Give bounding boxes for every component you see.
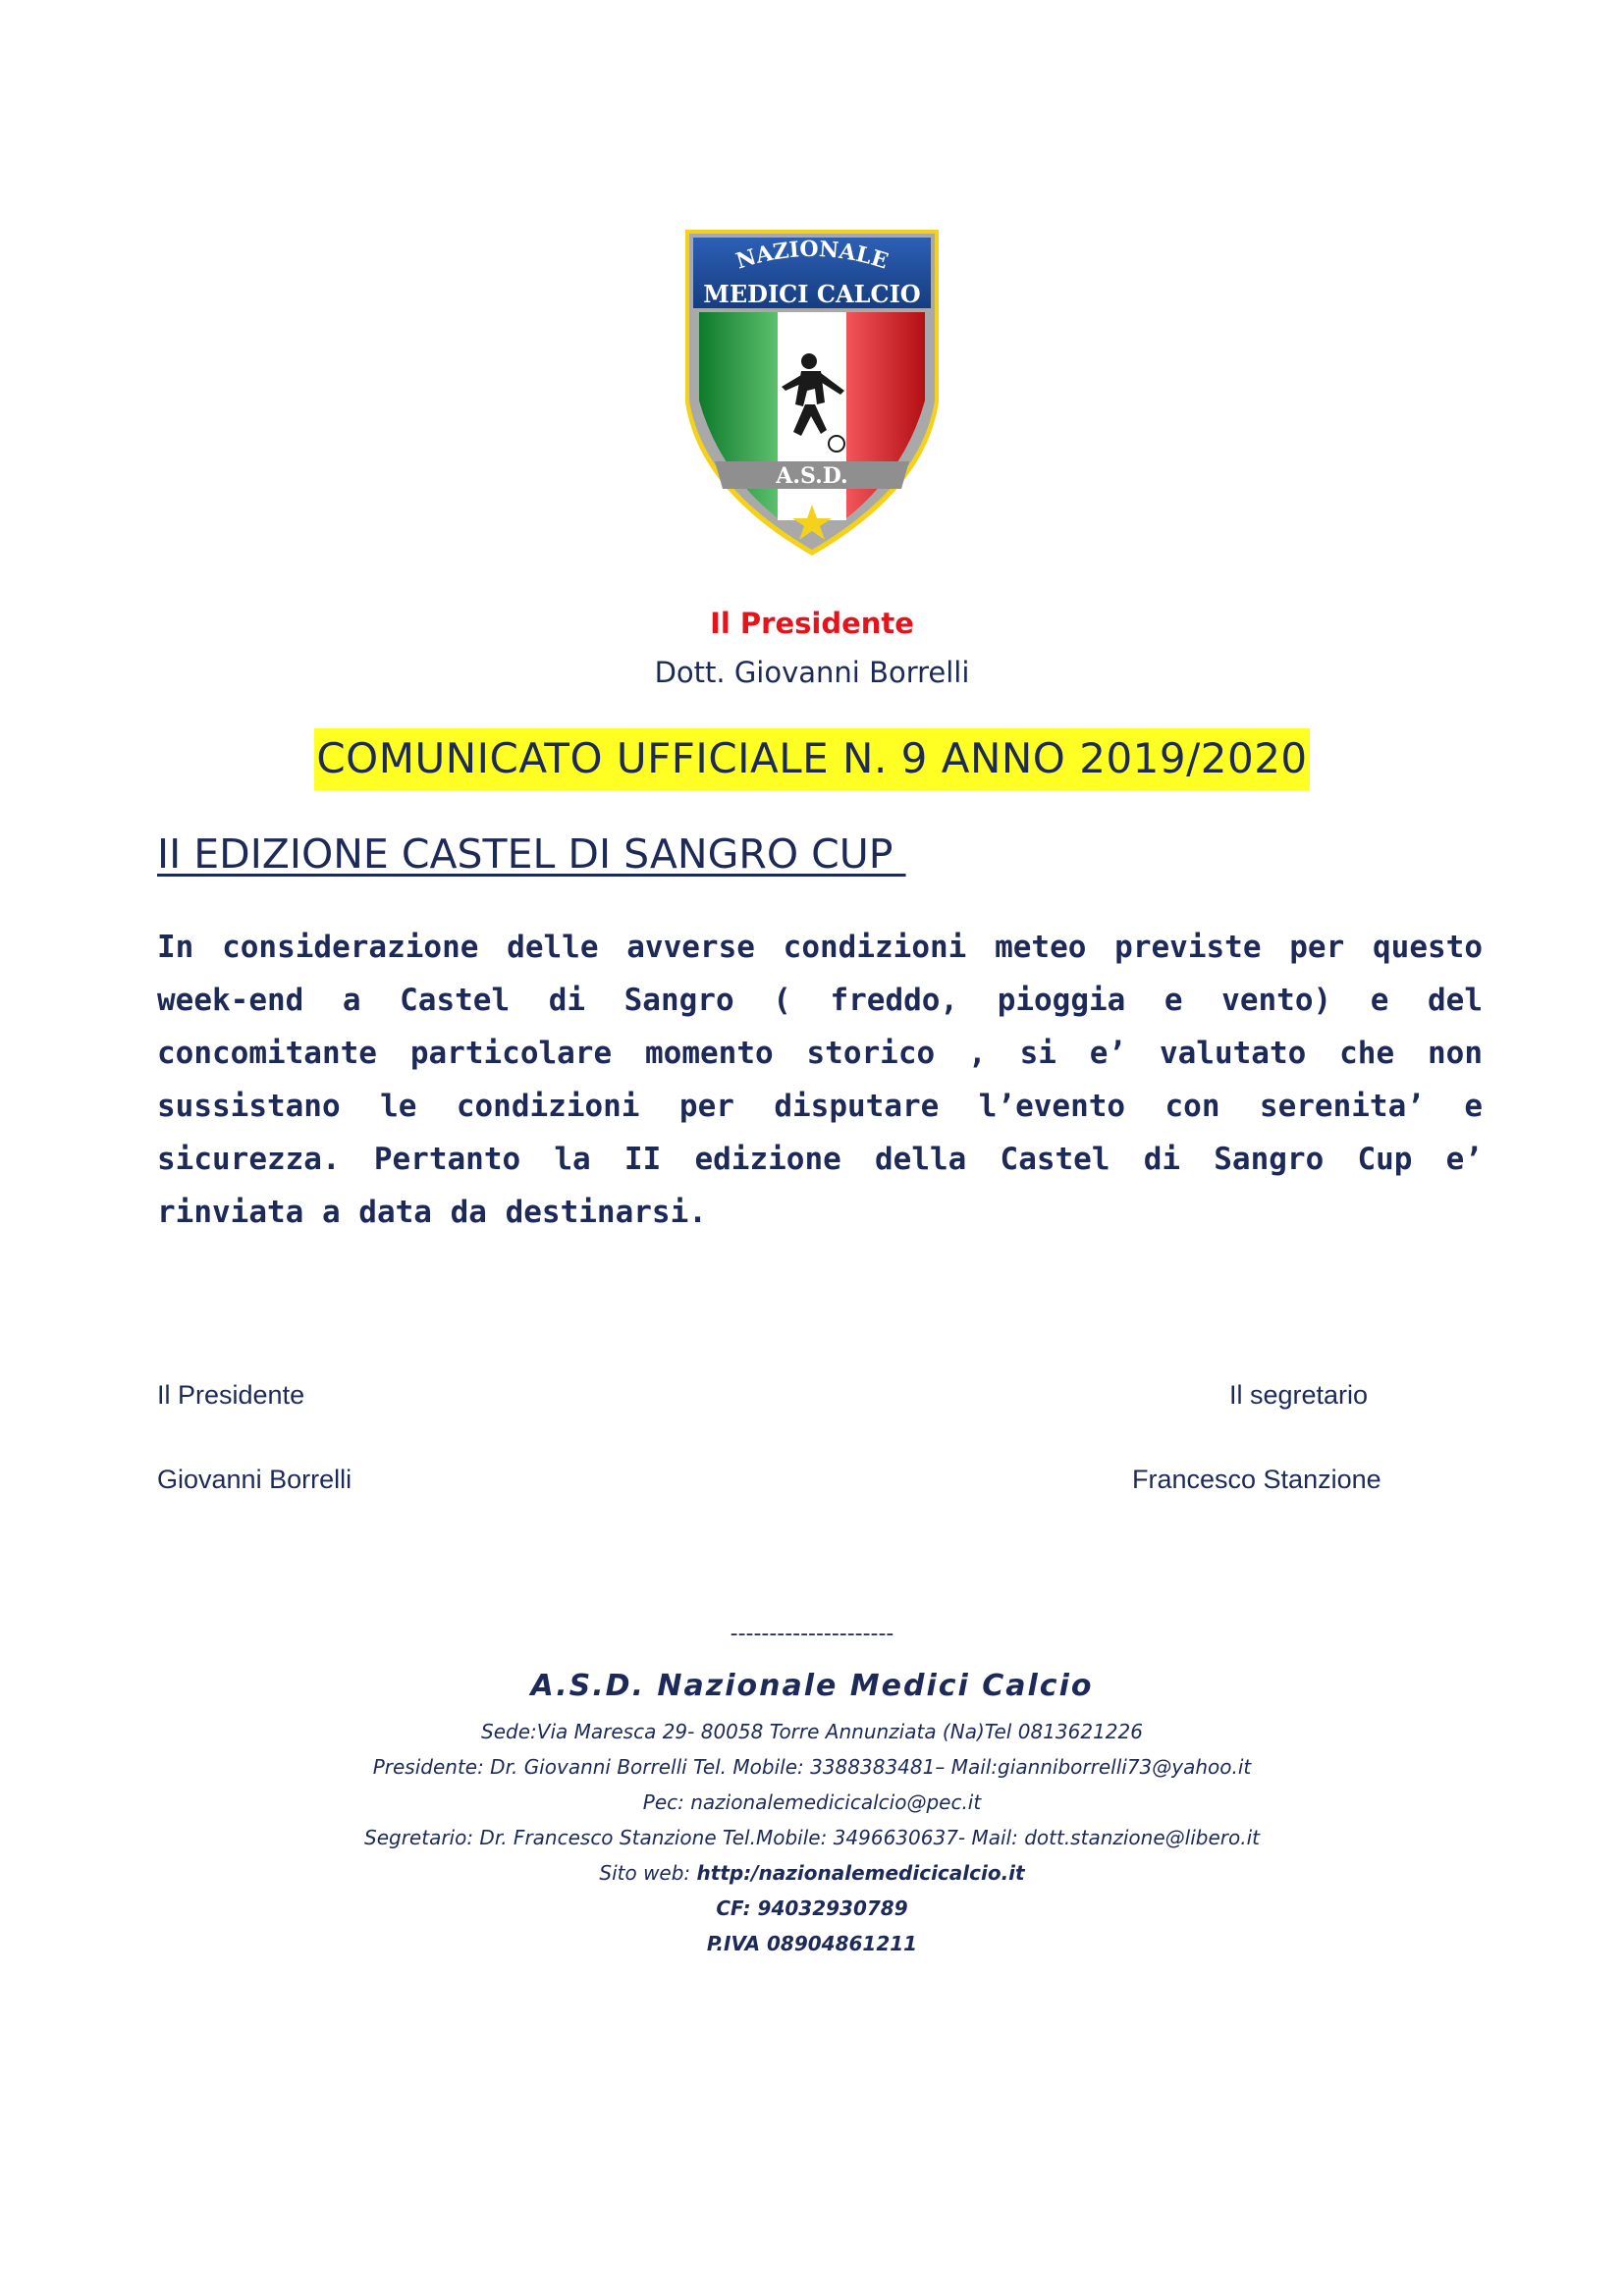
footer-sito <box>0 1861 1624 1885</box>
footer-sede: Sede:Via Maresca 29- 80058 Torre Annunziata (Na)Tel 0813621226 <box>481 1720 1143 1743</box>
signature-secretary-name: Francesco Stanzione <box>1132 1465 1381 1494</box>
logo-asd-text: A.S.D. <box>776 463 848 489</box>
logo-middle-text: MEDICI CALCIO <box>703 280 921 308</box>
footer-segretario: Segretario: Dr. Francesco Stanzione Tel.Mobile: 3496630637- Mail: dott.stanzione@libero.it <box>364 1826 1260 1849</box>
event-title: II EDIZIONE CASTEL DI SANGRO CUP <box>157 830 906 878</box>
signature-president-name: Giovanni Borrelli <box>157 1465 352 1494</box>
footer-divider: --------------------- <box>730 1622 894 1646</box>
footer-piva: P.IVA 08904861211 <box>706 1932 918 1955</box>
comunicato-title: COMUNICATO UFFICIALE N. 9 ANNO 2019/2020 <box>314 728 1309 790</box>
footer-sito-label: Sito web: <box>599 1861 697 1885</box>
body-paragraph: In considerazione delle avverse condizioni meteo previste per questo week-end a Castel di Sangro ( freddo, pioggia e vento) e del concomitante particolare momento storico , si e’ valutato che non sussistano le condizioni per disputare l’evento con serenita’ e sicurezza. Pertanto la II edizione della Castel di Sangro Cup e’ rinviata a data da destinarsi. <box>157 930 1483 1230</box>
footer-cf: CF: 94032930789 <box>716 1896 908 1920</box>
footer-sito-link[interactable]: http:/nazionalemedicicalcio.it <box>696 1861 1025 1885</box>
footer-presidente: Presidente: Dr. Giovanni Borrelli Tel. Mobile: 3388383481– Mail:gianniborrelli73@yahoo.it <box>372 1755 1252 1779</box>
president-name: Dott. Giovanni Borrelli <box>654 656 970 689</box>
president-heading: Il Presidente <box>710 607 914 640</box>
footer-pec: Pec: nazionalemedicicalcio@pec.it <box>642 1790 982 1814</box>
footer-org-name: A.S.D. Nazionale Medici Calcio <box>530 1669 1094 1703</box>
signature-president-role: Il Presidente <box>157 1380 305 1410</box>
logo-top-text: NAZIONALE <box>732 236 892 275</box>
comunicato-wrap <box>0 728 1624 790</box>
shield-football-player-icon <box>679 226 945 560</box>
signature-secretary-role: Il segretario <box>1229 1380 1369 1410</box>
